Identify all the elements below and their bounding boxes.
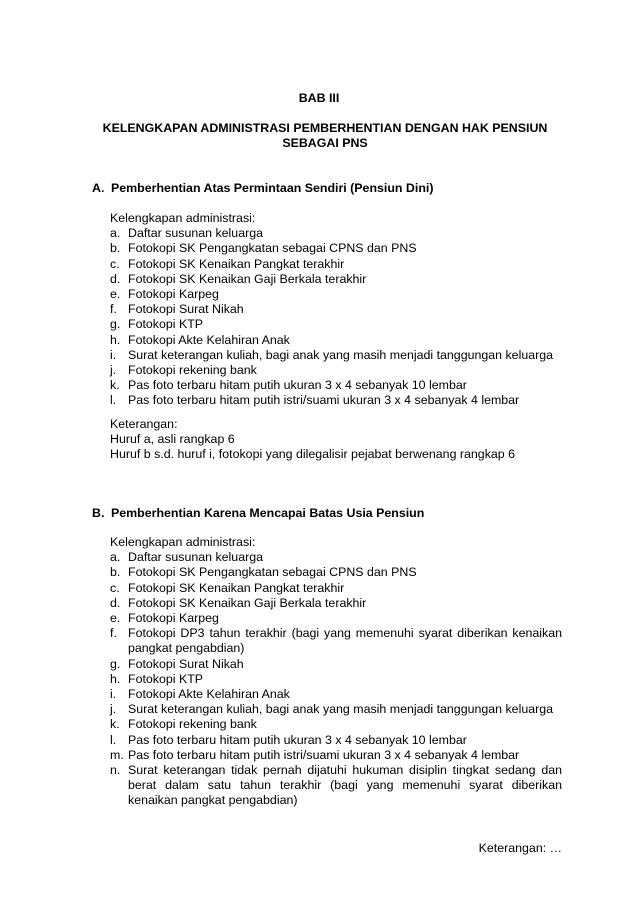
list-item: h. Fotokopi Akte Kelahiran Anak: [110, 332, 290, 347]
list-item: f. Fotokopi Surat Nikah: [110, 302, 244, 317]
section-a-title: Pemberhentian Atas Permintaan Sendiri (Pensiun Dini): [111, 181, 434, 195]
note-line: Huruf a, asli rangkap 6: [110, 431, 235, 446]
list-item: b. Fotokopi SK Pengangkatan sebagai CPNS dan PNS: [110, 565, 417, 580]
footer-continuation: Keterangan: …: [478, 841, 562, 855]
list-item: a. Daftar susunan keluarga: [110, 550, 264, 565]
list-item: a. Daftar susunan keluarga: [110, 226, 264, 241]
section-b-letter: B.: [92, 506, 105, 520]
list-item: i. Surat keterangan kuliah, bagi anak yang masih menjadi tanggungan keluarga: [110, 347, 554, 362]
section-b-title: Pemberhentian Karena Mencapai Batas Usia Pensiun: [111, 506, 425, 520]
note-label: Keterangan:: [110, 416, 178, 431]
chapter-heading: BAB III: [298, 91, 340, 105]
list-item: g. Fotokopi Surat Nikah: [110, 656, 244, 671]
list-item: g. Fotokopi KTP: [110, 317, 204, 332]
list-item: n. Surat keterangan tidak pernah dijatuhi hukuman disiplin tingkat sedang dan berat dalam satu tahun terakhir (bagi yang memenuhi syarat diberikan kenaikan pangkat pengabdian): [110, 763, 562, 808]
list-item: h. Fotokopi KTP: [110, 671, 204, 686]
list-item: b. Fotokopi SK Pengangkatan sebagai CPNS dan PNS: [110, 241, 417, 256]
note-line: Huruf b s.d. huruf i, fotokopi yang dilegalisir pejabat berwenang rangkap 6: [110, 447, 516, 462]
section-b-body: [110, 535, 562, 809]
section-a-letter: A.: [92, 181, 105, 195]
list-item: m. Pas foto terbaru hitam putih istri/suami ukuran 3 x 4 sebanyak 4 lembar: [110, 747, 520, 762]
list-item: i. Fotokopi Akte Kelahiran Anak: [110, 687, 290, 702]
list-item: j. Surat keterangan kuliah, bagi anak yang masih menjadi tanggungan keluarga: [110, 702, 554, 717]
section-a-body: [110, 211, 562, 462]
section-b-intro: Kelengkapan administrasi:: [110, 535, 256, 549]
list-item: c. Fotokopi SK Kenaikan Pangkat terakhir: [110, 580, 345, 595]
section-b-list: [110, 550, 562, 808]
section-a-list: [110, 226, 562, 408]
list-item: e. Fotokopi Karpeg: [110, 287, 219, 302]
list-item: d. Fotokopi SK Kenaikan Gaji Berkala terakhir: [110, 595, 367, 610]
section-a-heading: [92, 180, 562, 196]
list-item: j. Fotokopi rekening bank: [110, 363, 257, 378]
section-a-intro: Kelengkapan administrasi:: [110, 211, 256, 225]
list-item: l. Pas foto terbaru hitam putih istri/suami ukuran 3 x 4 sebanyak 4 lembar: [110, 393, 520, 408]
list-item: e. Fotokopi Karpeg: [110, 611, 219, 626]
list-item: f. Fotokopi DP3 tahun terakhir (bagi yang memenuhi syarat diberikan kenaikan pangkat pengabdian): [110, 626, 562, 656]
list-item: d. Fotokopi SK Kenaikan Gaji Berkala terakhir: [110, 271, 367, 286]
list-item: l. Pas foto terbaru hitam putih ukuran 3 x 4 sebanyak 10 lembar: [110, 732, 467, 747]
section-b-heading: [92, 505, 562, 521]
list-item: c. Fotokopi SK Kenaikan Pangkat terakhir: [110, 256, 345, 271]
list-item: k. Fotokopi rekening bank: [110, 717, 257, 732]
page-title: KELENGKAPAN ADMINISTRASI PEMBERHENTIAN DENGAN HAK PENSIUN SEBAGAI PNS: [102, 121, 548, 150]
list-item: k. Pas foto terbaru hitam putih ukuran 3 x 4 sebanyak 10 lembar: [110, 378, 467, 393]
section-a-notes: [110, 417, 562, 463]
